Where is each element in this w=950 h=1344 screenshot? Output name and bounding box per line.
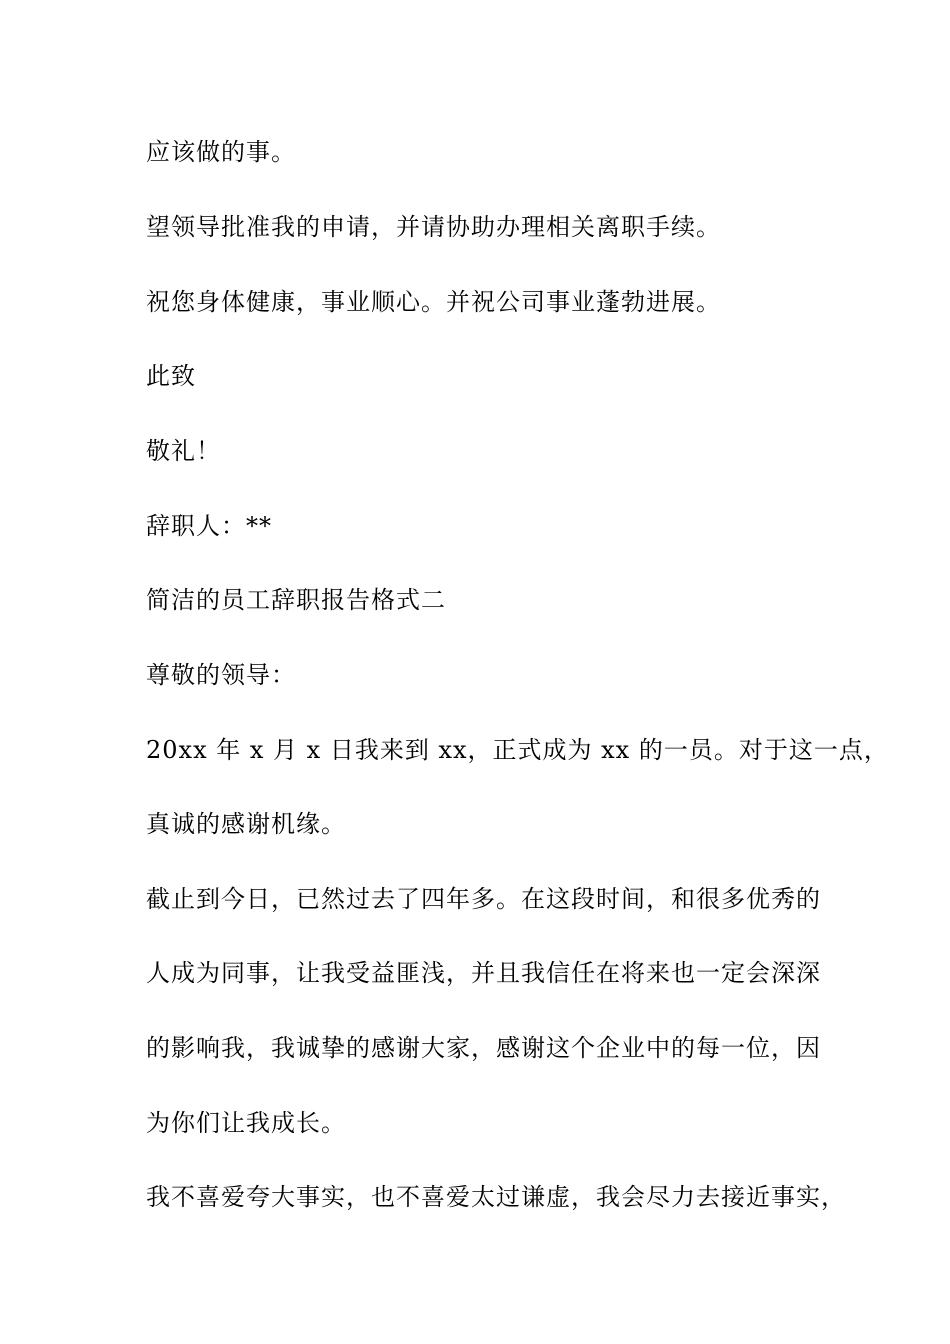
- text-line: 截止到今日，已然过去了四年多。在这段时间，和很多优秀的: [146, 885, 821, 913]
- text-line: 20xx 年 x 月 x 日我来到 xx，正式成为 xx 的一员。对于这一点，: [146, 736, 889, 764]
- text-line: 为你们让我成长。: [146, 1109, 346, 1137]
- signature-line: 辞职人：**: [146, 512, 272, 540]
- salutation: 尊敬的领导：: [146, 661, 296, 689]
- text-line: 我不喜爱夸大事实，也不喜爱太过谦虚，我会尽力去接近事实，: [146, 1183, 846, 1211]
- text-line: 应该做的事。: [146, 138, 296, 166]
- text-line: 敬礼！: [146, 437, 221, 465]
- text-line: 真诚的感谢机缘。: [146, 810, 346, 838]
- section-title: 简洁的员工辞职报告格式二: [146, 586, 446, 614]
- text-line: 人成为同事，让我受益匪浅，并且我信任在将来也一定会深深: [146, 959, 821, 987]
- text-line: 的影响我，我诚挚的感谢大家，感谢这个企业中的每一位，因: [146, 1034, 821, 1062]
- text-line: 祝您身体健康，事业顺心。并祝公司事业蓬勃进展。: [146, 288, 721, 316]
- text-line: 望领导批准我的申请，并请协助办理相关离职手续。: [146, 213, 721, 241]
- text-line: 此致: [146, 362, 196, 390]
